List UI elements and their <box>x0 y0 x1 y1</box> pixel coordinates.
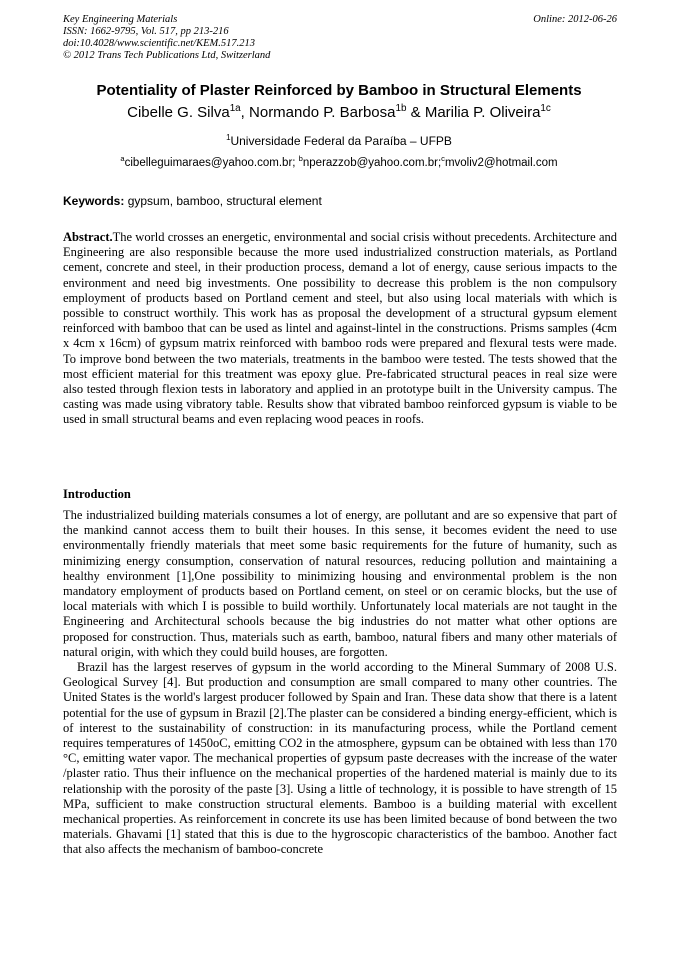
author-name: Normando P. Barbosa <box>249 104 396 121</box>
affiliation <box>40 133 638 149</box>
introduction-paragraph: The industrialized building materials consumes a lot of energy, are pollutant and are so expensive that part of the mankind cannot access them to built their houses. In this sense, it becomes evident the need to use environmentally friendly materials that meet some basic requirements for the future of humanity, such as minimizing energy consumption, conservation of natural resources, reducing pollution and maintaining a healthy environment [1],One possibility to minimizing housing and environmental problem is the non mandatory employment of products based on Portland cement, on steel or on ceramic blocks, but the use of local materials with which I is possible to build worthily. Unfortunately local materials are not taught in the Engineering and Architectural schools because the big industries do not matter what other options are proposed for construction. Thus, materials such as earth, bamboo, natural fibers and many other materials of natural origin, with which they could build houses, are forgotten. <box>63 508 617 659</box>
author-separator: , <box>240 104 250 121</box>
section-heading-introduction: Introduction <box>63 487 131 501</box>
keywords <box>63 193 617 209</box>
online-date: Online: 2012-06-26 <box>533 14 617 25</box>
abstract <box>63 230 617 428</box>
journal-copyright: © 2012 Trans Tech Publications Ltd, Switzerland <box>63 50 271 61</box>
author-name: Marilia P. Oliveira <box>424 104 541 121</box>
author-list <box>40 103 638 123</box>
email-superscript: a <box>120 154 125 164</box>
affiliation-superscript: 1 <box>226 133 231 142</box>
email-list <box>30 155 648 171</box>
keywords-text: gypsum, bamboo, structural element <box>124 194 322 208</box>
author-name: Cibelle G. Silva <box>127 104 230 121</box>
introduction-paragraph: Brazil has the largest reserves of gypsum in the world according to the Mineral Summary of 2008 U.S. Geological Survey [4]. But production and consumption are small compared to many other countries. The United States is the world's largest producer followed by Spain and Iran. These data show that there is a latent potential for the use of gypsum in Brazil [2].The plaster can be considered a binding energy-efficient, which is of interest to the sustainability of construction: in its manufacturing process, while the Portland cement requires temperatures of 1450oC, emitting CO2 in the atmosphere, gypsum can be obtained with less than 170 °C, emitting water vapor. The mechanical properties of gypsum paste decreases with the increase of the water /plaster ratio. Thus their influence on the mechanical properties of the hardened material is mainly due to its relationship with the porosity of the paste [3]. Using a little of technology, it is possible to have strength of 15 MPa, sufficient to make construction structural elements. Bamboo is a building material with excellent mechanical properties. As reinforcement in concrete its use has been limited because of bond between the two materials. Ghavami [1] stated that this is due to the hygroscopic characteristics of the bamboo. Another fact that also affects the mechanism of bamboo-concrete <box>63 660 617 857</box>
abstract-label: Abstract. <box>63 230 113 244</box>
email-address[interactable]: nperazzob@yahoo.com.br; <box>302 157 442 169</box>
email-address[interactable]: mvoliv2@hotmail.com <box>444 157 558 169</box>
journal-name: Key Engineering Materials <box>63 14 178 25</box>
journal-doi: doi:10.4028/www.scientific.net/KEM.517.213 <box>63 38 255 49</box>
email-superscript: c <box>441 154 445 164</box>
journal-header <box>63 14 617 62</box>
paper-title: Potentiality of Plaster Reinforced by Bamboo in Structural Elements <box>96 82 582 99</box>
abstract-text: The world crosses an energetic, environmental and social crisis without precedents. Architecture and Engineering are also responsible because the more used industrialized construction materials, as Portland cement, concrete and steel, in their production process, demand a lot of energy, cause serious impacts to the environment and need big investments. One possibility to decrease this problem is the non compulsory employment of products based on Portland cement and steel, but also using local materials with which is possible to construct worthily. This work has as proposal the development of a structural gypsum element reinforced with bamboo that can be used as lintel and against-lintel in the constructions. Prisms samples (4cm x 4cm x 16cm) of gypsum matrix reinforced with bamboo rods were prepared and flexural tests were made. To improve bond between the two materials, treatments in the bamboo were tested. The tests showed that the most efficient material for this treatment was epoxy glue. Pre-fabricated structural peaces in real size were also tested through flexion tests in laboratory and applied in an prototype built in the University campus. The casting was made using vibratory table. Results show that vibrated bamboo reinforced gypsum is viable to be used in small structural beams and even replacing wood peaces in roofs. <box>63 230 617 427</box>
author-superscript: 1a <box>229 103 241 114</box>
author-superscript: 1b <box>395 103 407 114</box>
introduction-body <box>63 508 617 858</box>
email-superscript: b <box>298 154 303 164</box>
affiliation-name: Universidade Federal da Paraíba – UFPB <box>230 134 452 148</box>
email-address[interactable]: cibelleguimaraes@yahoo.com.br; <box>124 157 299 169</box>
author-superscript: 1c <box>540 103 551 114</box>
journal-issn: ISSN: 1662-9795, Vol. 517, pp 213-216 <box>63 26 229 37</box>
author-separator: & <box>406 104 425 121</box>
keywords-label: Keywords: <box>63 194 125 208</box>
